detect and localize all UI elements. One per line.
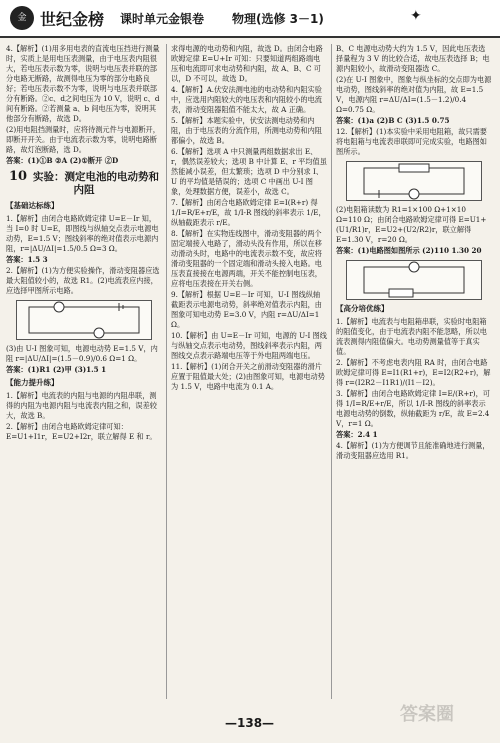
q12-answer: 答案：(1)电路图如图所示 (2)110 1.30 20 bbox=[336, 246, 482, 255]
b1-answer: 答案：1.5 3 bbox=[6, 255, 48, 264]
q5-solution: 5.【解析】本题实验中，伏安法测电动势和内阻，由于电压表的分流作用，所测电动势和内阻都偏小，故选 B。 bbox=[171, 116, 322, 145]
b2-solution: 2.【解析】(1)为方便实验操作，滑动变阻器应选最大阻值较小的，故选 R1。(2)电流表应内接，应选择甲图所示电路。 bbox=[6, 266, 160, 295]
circuit-diagram bbox=[346, 161, 482, 201]
column-divider bbox=[166, 44, 167, 699]
q11-solution: 11.【解析】(1)闭合开关之前滑动变阻器的滑片应置于阻值最大处；(2)由图象可知，电源电动势为 1.5 V，电路中电流为 0.1 A。 bbox=[171, 362, 325, 391]
section-title: 实验：测定电池的电动势和内阻 bbox=[33, 171, 160, 196]
bird-icon: ✦ bbox=[410, 8, 422, 24]
brand-logo-icon: 金 bbox=[10, 6, 34, 30]
q4-answer: 答案：(1)①B ②A (2)①断开 ②D bbox=[6, 156, 119, 165]
subject-title: 物理(选修 3－1) bbox=[232, 12, 324, 26]
b1-solution: 1.【解析】由闭合电路欧姆定律 U=E－Ir 知，当 I=0 时 U=E，即图线与纵轴交点表示电源电动势，E=1.5 V；图线斜率的绝对值表示电源内阻，r=|ΔU/ΔI|=1.5/0.5 Ω=3 Ω。 bbox=[6, 214, 159, 253]
circuit-svg bbox=[17, 301, 151, 339]
q9-solution: 9.【解析】根据 U=E－Ir 可知，U-I 图线纵轴截距表示电源电动势，斜率绝对值表示内阻，由图象可知电动势 E=3.0 V，内阻 r=ΔU/ΔI=1 Ω。 bbox=[171, 290, 322, 329]
answer: 答案：(1)a (2)B C (3)1.5 0.75 bbox=[336, 116, 450, 125]
b2-answer: 答案：(1)R1 (2)甲 (3)1.5 1 bbox=[6, 365, 107, 374]
section-heading bbox=[6, 170, 162, 197]
a2-solution: 2.【解析】由闭合电路欧姆定律可知：E=U1+I1r，E=U2+I2r，联立解得 E 和 r。 bbox=[6, 422, 157, 441]
advanced-practice-heading: 【能力提升练】 bbox=[6, 378, 59, 387]
h1-solution: 1.【解析】电流表与电阻箱串联，实验时电阻箱的阻值变化，由于电流表内阻不能忽略，所以电流表测得内阻值偏大。电动势测量值等于真实值。 bbox=[336, 317, 487, 356]
column-left bbox=[6, 44, 162, 699]
section-number: 10 bbox=[8, 169, 28, 184]
h2-solution: 2.【解析】不考虑电表内阻 RA 时，由闭合电路欧姆定律可得 E=I1(R1+r)，E=I2(R2+r)，解得 r=(I2R2－I1R1)/(I1－I2)。 bbox=[336, 358, 491, 387]
h3-answer: 答案：2.4 1 bbox=[336, 430, 378, 439]
h4-solution: 4.【解析】(1)为方便调节且能准确地进行测量，滑动变阻器应选用 R1。 bbox=[336, 441, 490, 460]
basic-practice-heading: 【基础达标练】 bbox=[6, 201, 59, 210]
circuit-diagram bbox=[16, 300, 152, 340]
q4-solution-part2: (2)用电阻挡测量时，应将待测元件与电源断开，即断开开关。由于电流表示数为零，说明电路断路，故灯泡断路，选 D。 bbox=[6, 125, 160, 154]
watermark: 答案圈 bbox=[400, 704, 454, 725]
page-header bbox=[0, 0, 500, 38]
page-number: —138— bbox=[225, 716, 275, 730]
q12-solution: 12.【解析】(1)本实验中采用电阻箱，故只需要将电阻箱与电流表串联即可完成实验，电路图如图所示。 bbox=[336, 127, 487, 156]
column-right bbox=[336, 44, 492, 699]
circuit-svg bbox=[347, 162, 481, 200]
q10-solution: 10.【解析】由 U=E－Ir 可知，电源的 U-I 图线与纵轴交点表示电动势，图线斜率表示内阻，两图线交点表示路端电压等于外电阻两端电压。 bbox=[171, 331, 327, 360]
q12-solution-part2: (2)电阻箱读数为 R1=1×100 Ω+1×10 Ω=110 Ω；由闭合电路欧姆定律可得 E=U1+(U1/R1)r，E=U2+(U2/R2)r，联立解得 E=1.30 V，r=20 Ω。 bbox=[336, 205, 487, 244]
h3-solution: 3.【解析】由闭合电路欧姆定律 I=E/(R+r)，可得 1/I=R/E+r/E，所以 1/I-R 图线的斜率表示电源电动势的倒数，纵轴截距为 r/E，故 E=2.4 V，r=1 Ω。 bbox=[336, 389, 490, 428]
q4-solution: 4.【解析】A.伏安法测电池的电动势和内阻实验中，应选用内阻较大的电压表和内阻较小的电流表，滑动变阻器阻值不能太大，故 A 正确。 bbox=[171, 85, 322, 114]
circuit-svg bbox=[347, 261, 481, 299]
series-title: 课时单元金银卷 bbox=[120, 12, 205, 26]
q8-solution: 8.【解析】在实物连线图中，滑动变阻器的两个固定端接入电路了，滑动头没有作用，所以在移动滑动头时，电路中的电流表示数不变，故应将滑动变阻器的一个固定端和滑动头接入电路。电压表直接接在电源两端，开关不能控制电压表，应将电压表接在开关右侧。 bbox=[171, 229, 322, 288]
a1-solution: 1.【解析】电流表的内阻与电源的内阻串联，测得的内阻为电源内阻与电流表内阻之和，误差较大，故选 B。 bbox=[6, 391, 157, 420]
circuit-diagram bbox=[346, 260, 482, 300]
q6-solution: 6.【解析】选项 A 中只测量两组数据求出 E、r，偶然误差较大；选项 B 中计算 E、r 平均值虽然能减小误差，但太繁琐；选项 D 中分别求 I、U 的平均值是错误的；选项 C 中画出 U-I 图象，处理数据方便，误差小，故选 C。 bbox=[171, 147, 327, 196]
q7-solution: 7.【解析】由闭合电路欧姆定律 E=I(R+r) 得 1/I=R/E+r/E，故 1/I-R 图线的斜率表示 1/E，纵轴截距表示 r/E。 bbox=[171, 198, 326, 227]
top-continuation: B、C 电源电动势大约为 1.5 V，因此电压表选择量程为 3 V 的比较合适，故电压表选择 B；电源内阻较小，故滑动变阻器选 C。 bbox=[336, 44, 490, 73]
top-continuation: 求得电源的电动势和内阻，故选 D。由闭合电路欧姆定律 E=U+Ir 可知：只要知道两组路端电压和电流即可求电动势和内阻，故 A、B、C 可以，D 不可以，故选 D。 bbox=[171, 44, 323, 83]
solution-part2: (2)在 U-I 图象中，图象与纵坐标的交点即为电源电动势，图线斜率的绝对值为内阻，故 E=1.5 V，电源内阻 r=ΔU/ΔI=(1.5－1.2)/0.4 Ω=0.75 Ω。 bbox=[336, 75, 492, 114]
high-score-heading: 【高分培优练】 bbox=[336, 304, 389, 313]
column-divider bbox=[331, 44, 332, 699]
column-middle bbox=[171, 44, 327, 699]
b2-solution-part2: (3)由 U-I 图象可知，电源电动势 E=1.5 V，内阻 r=|ΔU/ΔI|=(1.5－0.9)/0.6 Ω=1 Ω。 bbox=[6, 344, 158, 363]
q4-solution: 4.【解析】(1)用多用电表的直流电压挡进行测量时，实质上是用电压表测量，由于电压表内阻很大，若电压表示数为零，说明与电压表并联的部分电路无断路，故测得电压为零的部分电路良好；若电压表示数不为零，说明与电压表并联部分有断路。②c、d之间电压为 10 V，说明 c、d 间有断路。②若测量 a、b 间电压为零，说明其他部分有断路，故选 D。 bbox=[6, 44, 160, 123]
brand-name: 世纪金榜 bbox=[40, 10, 105, 29]
